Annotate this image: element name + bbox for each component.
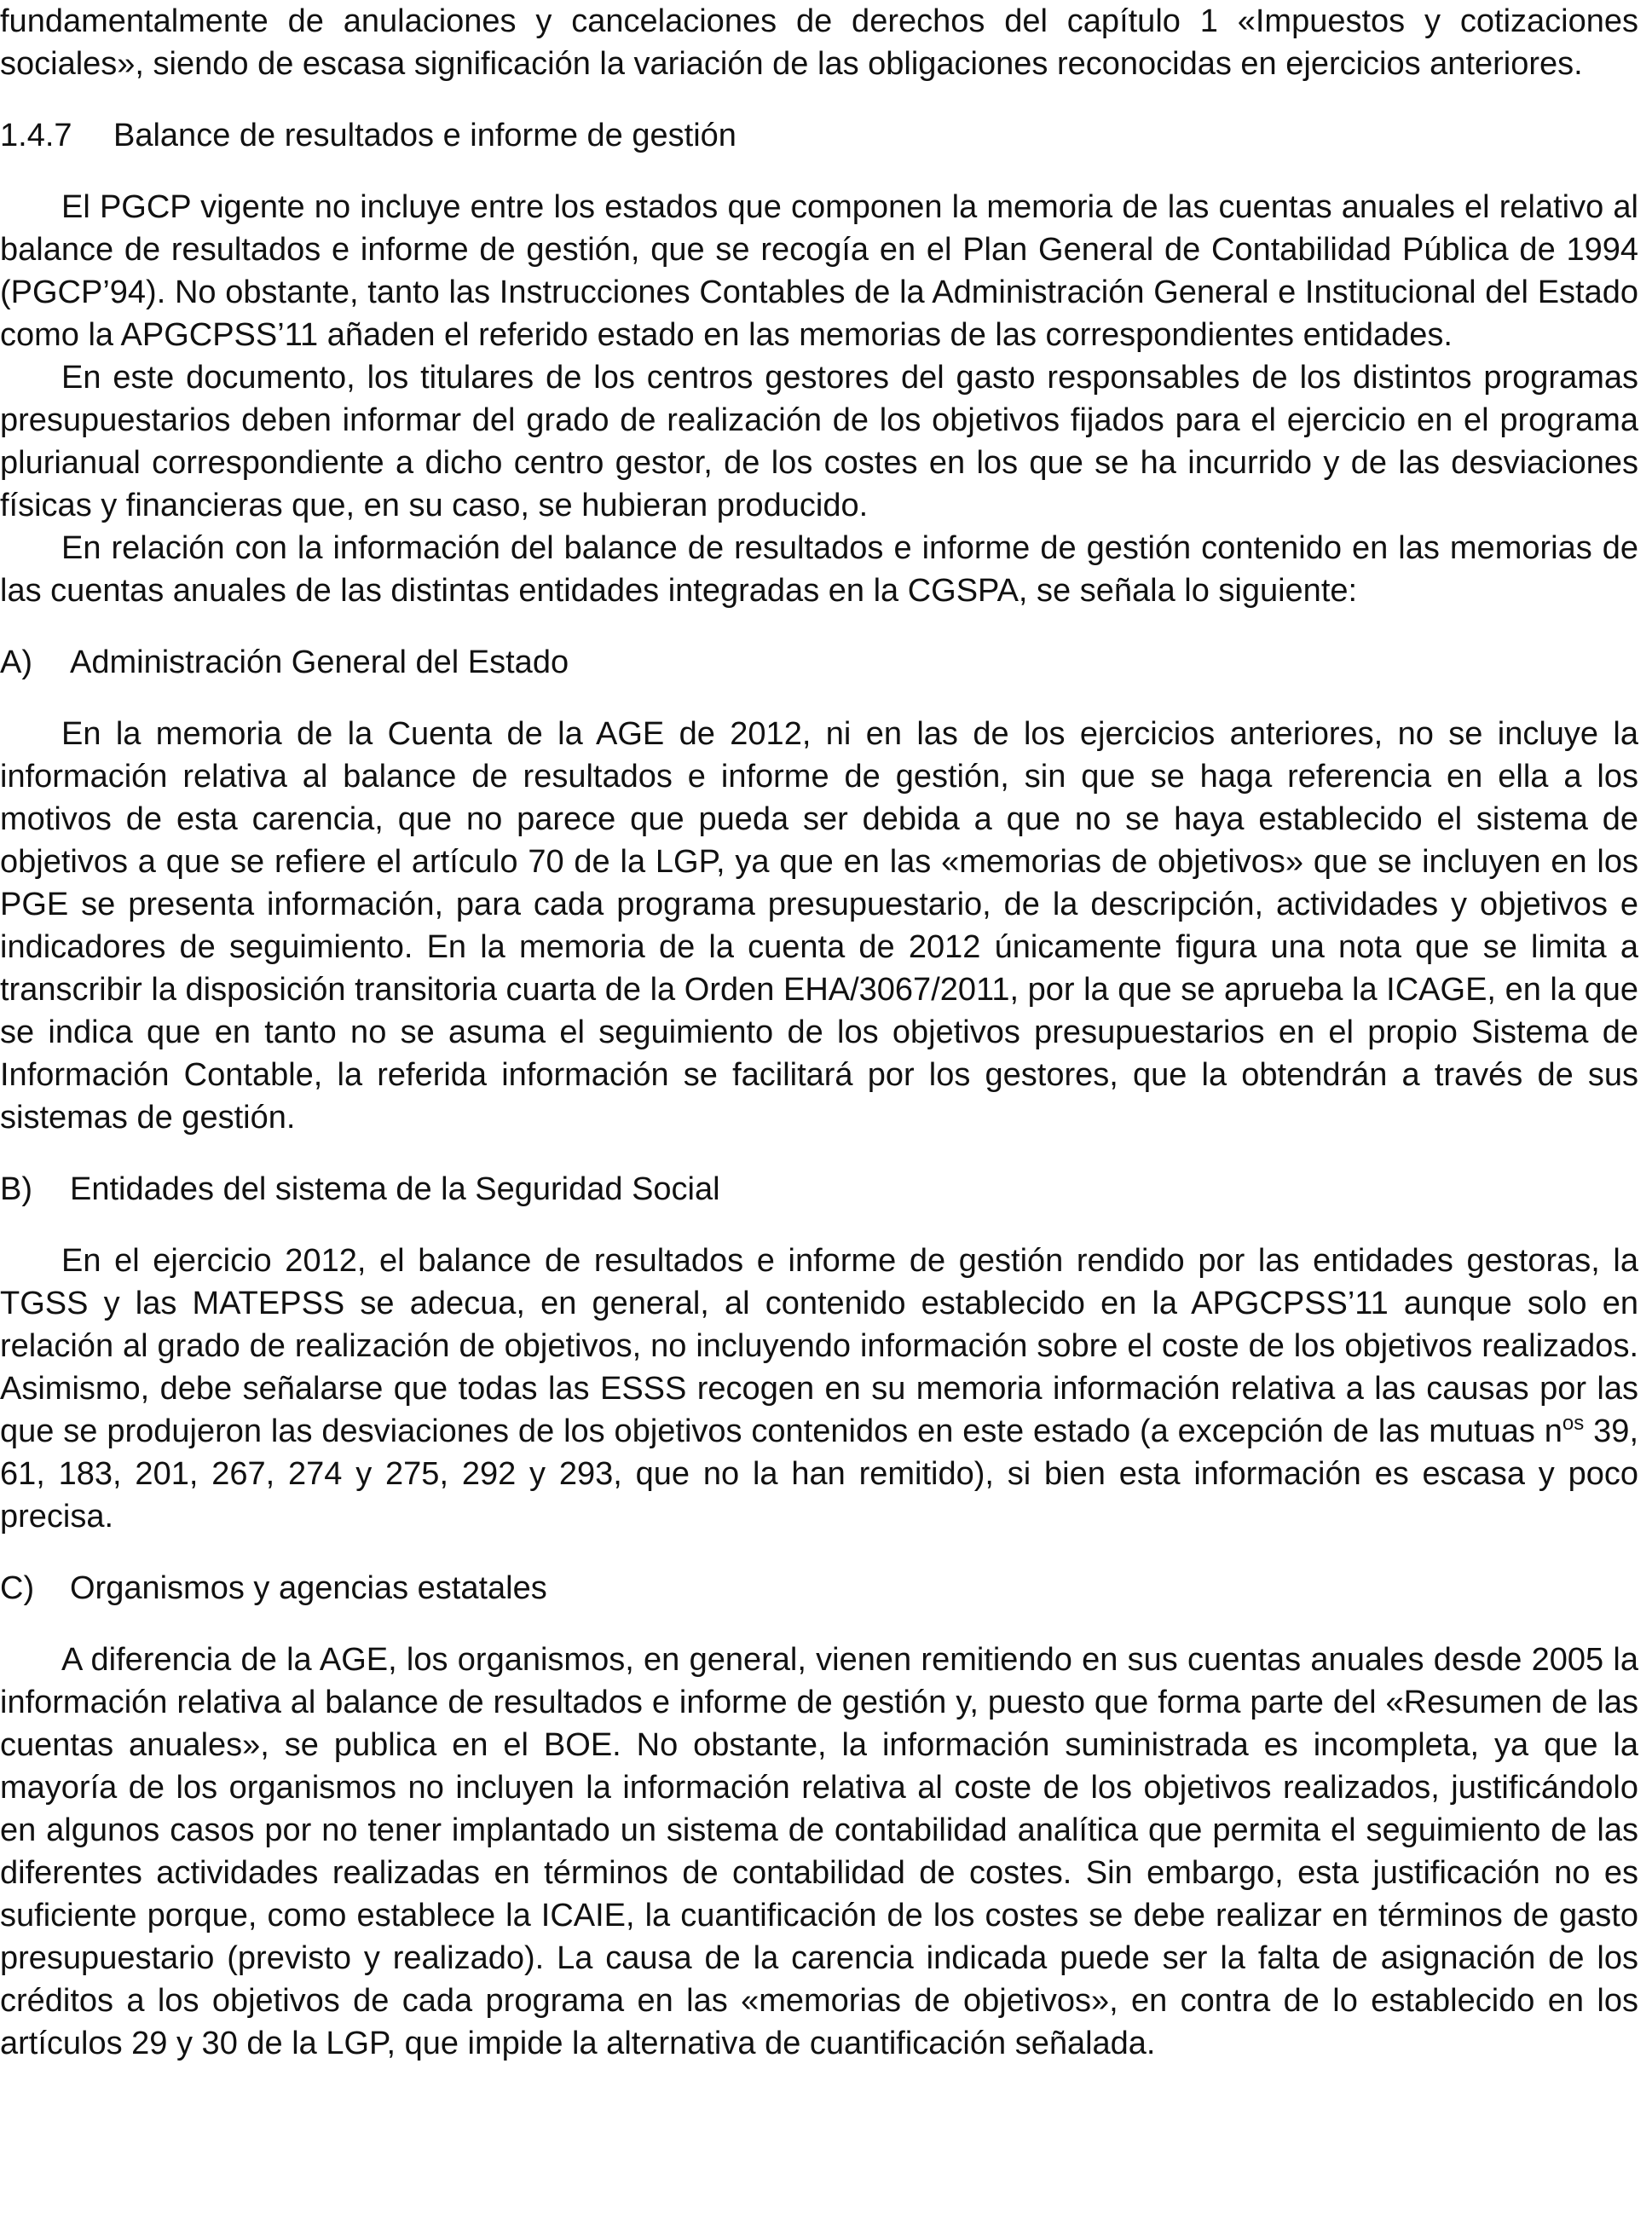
- section-paragraph: En este documento, los titulares de los centros gestores del gasto responsables de los distintos programas presupuestarios deben informar del grado de realización de los objetivos fijados para el ejercicio en el programa plurianual correspondiente a dicho centro gestor, de los costes en los que se ha incurrido y de las desviaciones físicas y financieras que, en su caso, se hubieran producido.: [0, 360, 1638, 523]
- subsection-a-heading: [0, 641, 1638, 684]
- subsection-b-heading: [0, 1168, 1638, 1211]
- plural-numero-superscript: os: [1562, 1412, 1585, 1435]
- section-heading: [0, 114, 1638, 157]
- subsection-b-text-end: 39, 61, 183, 201, 267, 274 y 275, 292 y 293, que no la han remitido), si bien esta información es escasa y poco precisa.: [0, 1413, 1638, 1535]
- section-paragraph: El PGCP vigente no incluye entre los estados que componen la memoria de las cuentas anuales el relativo al balance de resultados e informe de gestión, que se recogía en el Plan General de Contabilidad Pública de 1994 (PGCP’94). No obstante, tanto las Instrucciones Contables de la Administración General e Institucional del Estado como la APGCPSS’11 añaden el referido estado en las memorias de las correspondientes entidades.: [0, 189, 1638, 353]
- subsection-c-heading: [0, 1567, 1638, 1610]
- subsection-a-paragraph: En la memoria de la Cuenta de la AGE de 2012, ni en las de los ejercicios anteriores, no se incluye la información relativa al balance de resultados e informe de gestión, sin que se haga referencia en ella a los motivos de esta carencia, que no parece que pueda ser debida a que no se haya establecido el sistema de objetivos a que se refiere el artículo 70 de la LGP, ya que en las «memorias de objetivos» que se incluyen en los PGE se presenta información, para cada programa presupuestario, de la descripción, actividades y objetivos e indicadores de seguimiento. En la memoria de la cuenta de 2012 únicamente figura una nota que se limita a transcribir la disposición transitoria cuarta de la Orden EHA/3067/2011, por la que se aprueba la ICAGE, en la que se indica que en tanto no se asuma el seguimiento de los objetivos presupuestarios en el propio Sistema de Información Contable, la referida información se facilitará por los gestores, que la obtendrán a través de sus sistemas de gestión.: [0, 716, 1638, 1136]
- subsection-c-paragraph: A diferencia de la AGE, los organismos, en general, vienen remitiendo en sus cuentas anuales desde 2005 la información relativa al balance de resultados e informe de gestión y, puesto que forma parte del «Resumen de las cuentas anuales», se publica en el BOE. No obstante, la información suministrada es incompleta, ya que la mayoría de los organismos no incluyen la información relativa al coste de los objetivos realizados, justificándolo en algunos casos por no tener implantado un sistema de contabilidad analítica que permita el seguimiento de las diferentes actividades realizadas en términos de contabilidad de costes. Sin embargo, esta justificación no es suficiente porque, como establece la ICAIE, la cuantificación de los costes se debe realizar en términos de gasto presupuestario (previsto y realizado). La causa de la carencia indicada puede ser la falta de asignación de los créditos a los objetivos de cada programa en las «memorias de objetivos», en contra de lo establecido en los artículos 29 y 30 de la LGP, que impide la alternativa de cuantificación señalada.: [0, 1642, 1638, 2061]
- section-title: Balance de resultados e informe de gestión: [113, 118, 736, 153]
- subsection-a-title: Administración General del Estado: [70, 645, 569, 680]
- subsection-c-letter: C): [0, 1570, 35, 1606]
- subsection-b-paragraph: [0, 1240, 1638, 1538]
- section-number: 1.4.7: [0, 118, 72, 153]
- subsection-c-title: Organismos y agencias estatales: [70, 1570, 547, 1606]
- section-paragraph: En relación con la información del balance de resultados e informe de gestión contenido en las memorias de las cuentas anuales de las distintas entidades integradas en la CGSPA, se señala lo siguiente:: [0, 530, 1638, 609]
- intro-paragraph: fundamentalmente de anulaciones y cancelaciones de derechos del capítulo 1 «Impuestos y cotizaciones sociales», siendo de escasa significación la variación de las obligaciones reconocidas en ejercicios anteriores.: [0, 3, 1638, 82]
- subsection-b-title: Entidades del sistema de la Seguridad Social: [70, 1171, 720, 1207]
- subsection-b-text-start: En el ejercicio 2012, el balance de resultados e informe de gestión rendido por las entidades gestoras, la TGSS y las MATEPSS se adecua, en general, al contenido establecido en la APGCPSS’11 aunque solo en relación al grado de realización de objetivos, no incluyendo información sobre el coste de los objetivos realizados. Asimismo, debe señalarse que todas las ESSS recogen en su memoria información relativa a las causas por las que se produjeron las desviaciones de los objetivos contenidos en este estado (a excepción de las mutuas n: [0, 1243, 1638, 1449]
- subsection-b-letter: B): [0, 1171, 32, 1207]
- subsection-a-letter: A): [0, 645, 32, 680]
